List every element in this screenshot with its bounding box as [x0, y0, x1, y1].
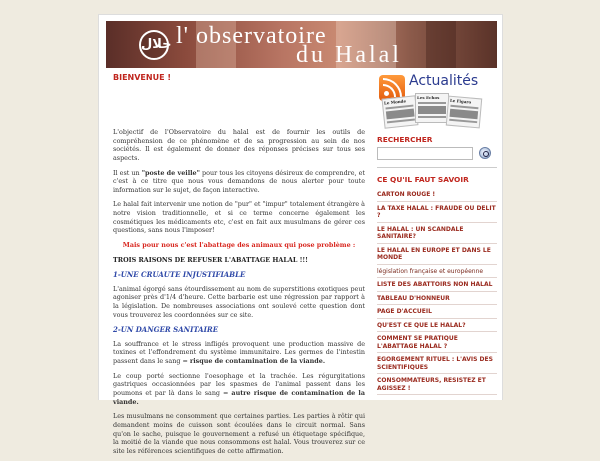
text: Le coup porté sectionne l'oesophage et la trachée. Les régurgitations gastriques occasionnées par les spasmes de l'animal passent dans les poumons et par là dans le sang = [113, 371, 365, 397]
actualites-widget[interactable] [377, 73, 497, 131]
search-input[interactable] [377, 147, 473, 160]
photo [418, 106, 446, 114]
sidebar-link[interactable]: TABLEAU D'HONNEUR [377, 292, 497, 306]
newspaper [415, 93, 449, 123]
sidebar-links [377, 188, 497, 395]
pur-impur-paragraph: Le halal fait intervenir une notion de "pur" et "impur" totalement étrangère à notre vision traditionnelle, et si ce terme concerne également les cosmétiques les médicaments etc, c'est en fait aux musulmans de gérer ces questions, sans nous l'imposer! [113, 200, 365, 235]
sidebar-link[interactable]: EGORGEMENT RITUEL : L'AVIS DES SCIENTIFIQUES [377, 353, 497, 374]
danger-paragraph-1 [113, 340, 365, 366]
cruaute-heading: 1-UNE CRUAUTE INJUSTIFIABLE [113, 270, 246, 280]
photo [386, 109, 415, 120]
cruaute-paragraph: L'animal égorgé sans étourdissement au nom de superstitions exotiques peut agoniser près d'1/4 d'heure. Cette barbarie est une régression par rapport à la législation. De nombreuses associations ont soulevé cette question dont vous trouverez les coordonnées sur ce site. [113, 284, 365, 319]
sidebar-link[interactable]: LE HALAL EN EUROPE ET DANS LE MONDE [377, 244, 497, 265]
newspaper-masthead: Le Figaro [449, 97, 472, 105]
sidebar-link[interactable]: LE HALAL : UN SCANDALE SANITAIRE? [377, 223, 497, 244]
newspaper [446, 96, 482, 129]
veille-paragraph [113, 169, 365, 195]
rechercher-title: RECHERCHER [377, 135, 433, 144]
page-container [98, 14, 503, 455]
site-banner[interactable] [106, 21, 497, 68]
newspaper-masthead: Le Monde [383, 98, 407, 106]
sidebar-link[interactable]: LA TAXE HALAL : FRAUDE OU DELIT ? [377, 202, 497, 223]
consommation-paragraph: Les musulmans ne consomment que certaines parties. Les parties à rôtir qui demandent moins de cuisson sont écoulées dans le circuit normal. Sans qu'on le sache, puisque le gouvernement a refusé un étiquetage spécifique, la moitié de la viande que nous consommons est halal. Vous trouverez sur ce site les références scientifiques de cette affirmation. [113, 412, 365, 455]
three-reasons-heading: TROIS RAISONS DE REFUSER L'ABATTAGE HALAL !!! [113, 255, 308, 264]
danger-paragraph-2 [113, 372, 365, 407]
text: pour tous les citoyens désireux de comprendre, et c'est à ce titre que nous vous demandons de nous alerter pour toute information sur le sujet, de façon interactive. [113, 168, 365, 194]
text-lines [418, 102, 446, 104]
sidebar-link[interactable]: QU'EST CE QUE LE HALAL? [377, 319, 497, 333]
search-form [377, 147, 497, 160]
sidebar [377, 73, 497, 395]
main-content [113, 73, 365, 461]
bold-text: autre risque de contamination de la viande. [113, 388, 366, 406]
text: Il est un [113, 168, 142, 177]
sidebar-link[interactable]: CONSOMMATEURS, RESISTEZ ET AGISSEZ ! [377, 374, 497, 395]
bold-text: risque de contamination de la viande. [189, 357, 326, 366]
divider [377, 167, 497, 168]
abattage-alert: Mais pour nous c'est l'abattage des animaux qui pose problème : [122, 241, 356, 250]
site-title-line1: l' observatoire [176, 23, 327, 49]
text: La souffrance et le stress infligés provoquent une production massive de toxines et l'effondrement du système immunitaire. Les germes de l'intestin passent dans le sang = [113, 339, 365, 366]
photo [450, 109, 479, 119]
site-title-line2: du Halal [296, 42, 402, 68]
intro-paragraph: L'objectif de l'Observatoire du halal est de fournir les outils de compréhension de ce phénomène et de sa progression au sein de nos sociétés. Il est également de donner des réponses précises sur tous ses aspects. [113, 128, 365, 162]
welcome-heading: BIENVENUE ! [113, 73, 171, 82]
danger-heading: 2-UN DANGER SANITAIRE [113, 325, 219, 335]
sidebar-link[interactable]: législation française et européenne [377, 265, 497, 279]
newspaper [382, 95, 419, 128]
newspapers-image [381, 93, 485, 131]
bold-text: "poste de veille" [141, 168, 200, 177]
halal-logo: حلال [139, 30, 169, 60]
sidebar-link[interactable]: LISTE DES ABATTOIRS NON HALAL [377, 278, 497, 292]
text-lines [449, 119, 477, 123]
sidebar-link[interactable]: CARTON ROUGE ! [377, 188, 497, 202]
text-lines [387, 118, 415, 123]
text-lines [418, 116, 446, 118]
newspaper-masthead: Les Echos [417, 95, 440, 100]
actualites-title[interactable]: Actualités [409, 73, 479, 89]
sidebar-link[interactable]: PAGE D'ACCUEIL [377, 305, 497, 319]
banner-decoration [426, 21, 456, 68]
ce-quil-faut-savoir-title: CE QU'IL FAUT SAVOIR [377, 175, 469, 184]
sidebar-link[interactable]: COMMENT SE PRATIQUE L'ABATTAGE HALAL ? [377, 332, 497, 353]
search-icon[interactable] [479, 147, 491, 159]
